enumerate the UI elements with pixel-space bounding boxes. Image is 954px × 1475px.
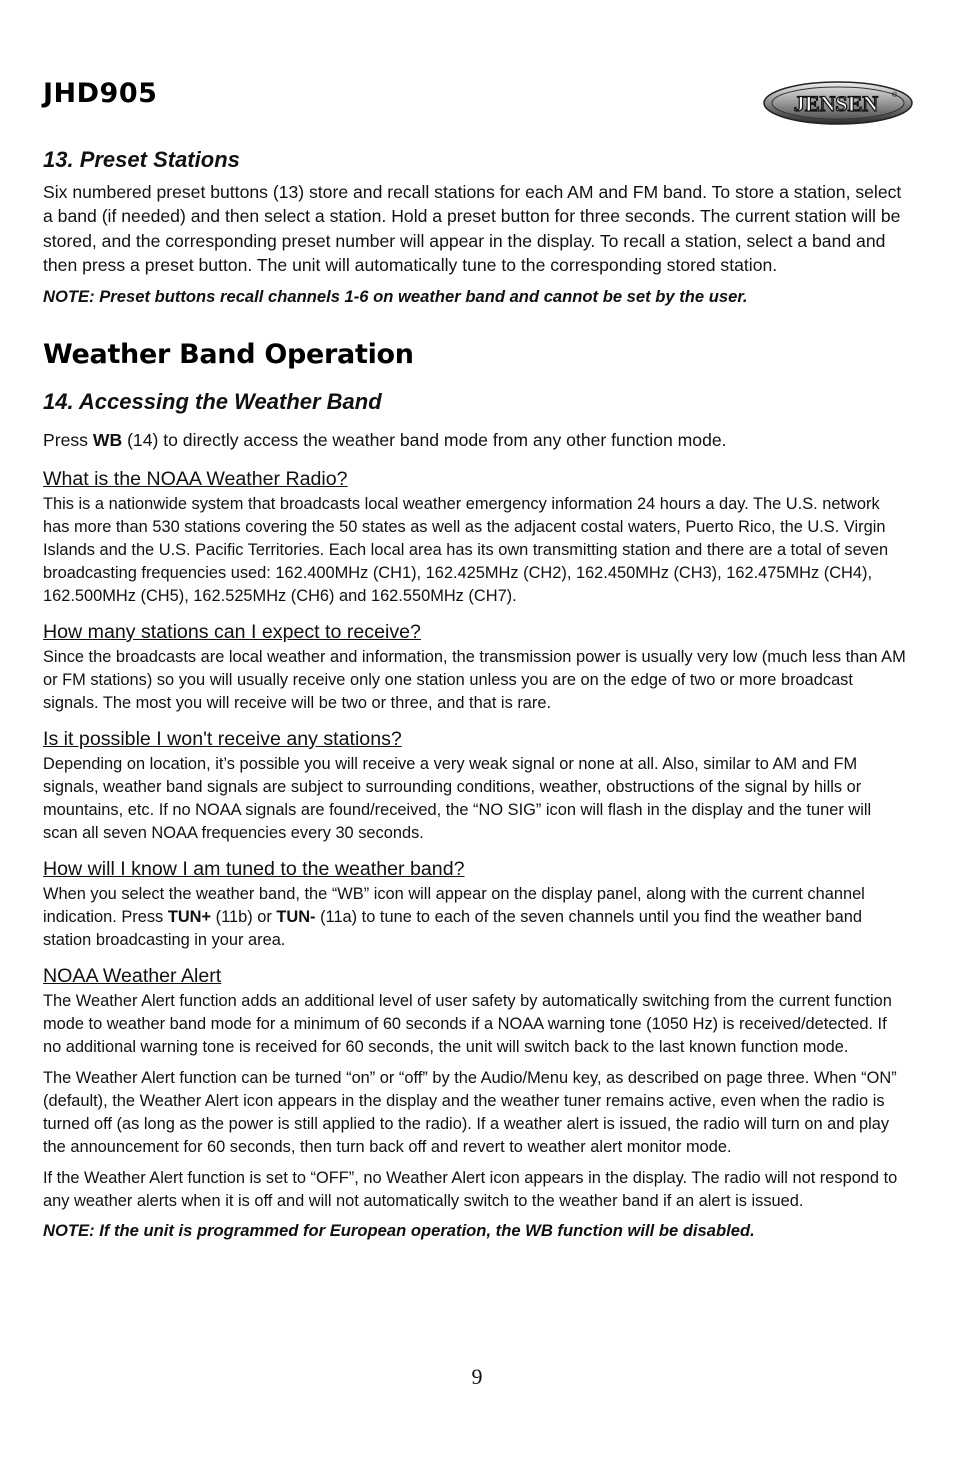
section-title: Weather Band Operation bbox=[43, 338, 414, 370]
tuned-question: How will I know I am tuned to the weather band? bbox=[43, 857, 465, 880]
jensen-logo bbox=[762, 80, 914, 126]
page-number: 9 bbox=[471, 1364, 483, 1389]
tun-minus-key: TUN- bbox=[276, 907, 316, 926]
noaa-alert-paragraph-1: The Weather Alert function adds an additional level of user safety by automatically switching from the current function mode to weather band mode for a minimum of 60 seconds if a NOAA warning tone (1050 Hz) is received/detected. If no additional warning tone is received for 60 seconds, the unit will switch back to the last known function mode. bbox=[43, 991, 892, 1056]
tun-plus-key: TUN+ bbox=[167, 907, 212, 926]
noaa-alert-heading: NOAA Weather Alert bbox=[43, 964, 222, 987]
how-many-stations-answer: Since the broadcasts are local weather and information, the transmission power is usually very low (much less than AM or FM stations) so you will usually receive only one station unless you are on the edge of two or more broadcast signals. The most you will receive will be two or three, and that is rare. bbox=[43, 647, 906, 712]
preset-stations-body: Six numbered preset buttons (13) store and recall stations for each AM and FM band. To store a station, select a band (if needed) and then select a station. Hold a preset button for three seconds. The current station will be stored, and the corresponding preset number will appear in the display. To recall a station, select a band and then press a preset button. The unit will automatically tune to the corresponding stored station. bbox=[43, 182, 902, 276]
page-header bbox=[43, 78, 909, 128]
brand-text: JENSEN bbox=[793, 91, 879, 116]
svg-text:®: ® bbox=[892, 92, 898, 99]
preset-note: NOTE: Preset buttons recall channels 1-6 on weather band and cannot be set by the user. bbox=[43, 286, 748, 306]
wb-key: WB bbox=[92, 429, 123, 450]
model-number: JHD905 bbox=[43, 78, 158, 109]
no-stations-answer: Depending on location, it’s possible you will receive a very weak signal or none at all. Also, similar to AM and FM signals, weather band signals are subject to surrounding conditions, weather, obstructions of the signal by hills or mountains, etc. If no NOAA signals are found/received, the “NO SIG” icon will flash in the display and the tuner will scan all seven NOAA frequencies every 30 seconds. bbox=[43, 754, 872, 842]
how-many-stations-question: How many stations can I expect to receive? bbox=[43, 620, 421, 643]
tuned-answer: When you select the weather band, the “WB” icon will appear on the display panel, along with the current channel indication. Press TUN+ (11b) or TUN- (11a) to tune to each of the seven channels until you find the weather band station broadcasting in your area. bbox=[43, 884, 865, 949]
noaa-radio-answer: This is a nationwide system that broadcasts local weather emergency information 24 hours a day. The U.S. network has more than 530 stations covering the 50 states as well as the adjacent costal waters, Puerto Rico, the U.S. Virgin Islands and the U.S. Pacific Territories. Each local area has its own transmitting station and there are a total of seven broadcasting frequencies used: 162.400MHz (CH1), 162.425MHz (CH2), 162.450MHz (CH3), 162.475MHz (CH4), 162.500MHz (CH5), 162.525MHz (CH6) and 162.550MHz (CH7). bbox=[43, 494, 889, 605]
no-stations-question: Is it possible I won't receive any stations? bbox=[43, 727, 402, 750]
noaa-radio-question: What is the NOAA Weather Radio? bbox=[43, 467, 348, 490]
noaa-alert-paragraph-2: The Weather Alert function can be turned “on” or “off” by the Audio/Menu key, as described on page three. When “ON” (default), the Weather Alert icon appears in the display and the weather tuner remains active, even when the radio is turned off (as long as the power is still applied to the radio). If a weather alert is issued, the radio will turn on and play the announcement for 60 seconds, then turn back off and revert to weather alert monitor mode. bbox=[43, 1068, 897, 1156]
noaa-alert-paragraph-3: If the Weather Alert function is set to “OFF”, no Weather Alert icon appears in the display. The radio will not respond to any weather alerts when it is off and will not automatically switch to the weather band if an alert is issued. bbox=[43, 1168, 898, 1210]
preset-stations-heading: 13. Preset Stations bbox=[43, 147, 240, 172]
accessing-weather-band-heading: 14. Accessing the Weather Band bbox=[43, 388, 382, 414]
european-note: NOTE: If the unit is programmed for European operation, the WB function will be disabled. bbox=[43, 1220, 755, 1240]
page-content bbox=[43, 146, 909, 1242]
accessing-weather-band-body: Press WB (14) to directly access the weather band mode from any other function mode. bbox=[43, 429, 727, 450]
